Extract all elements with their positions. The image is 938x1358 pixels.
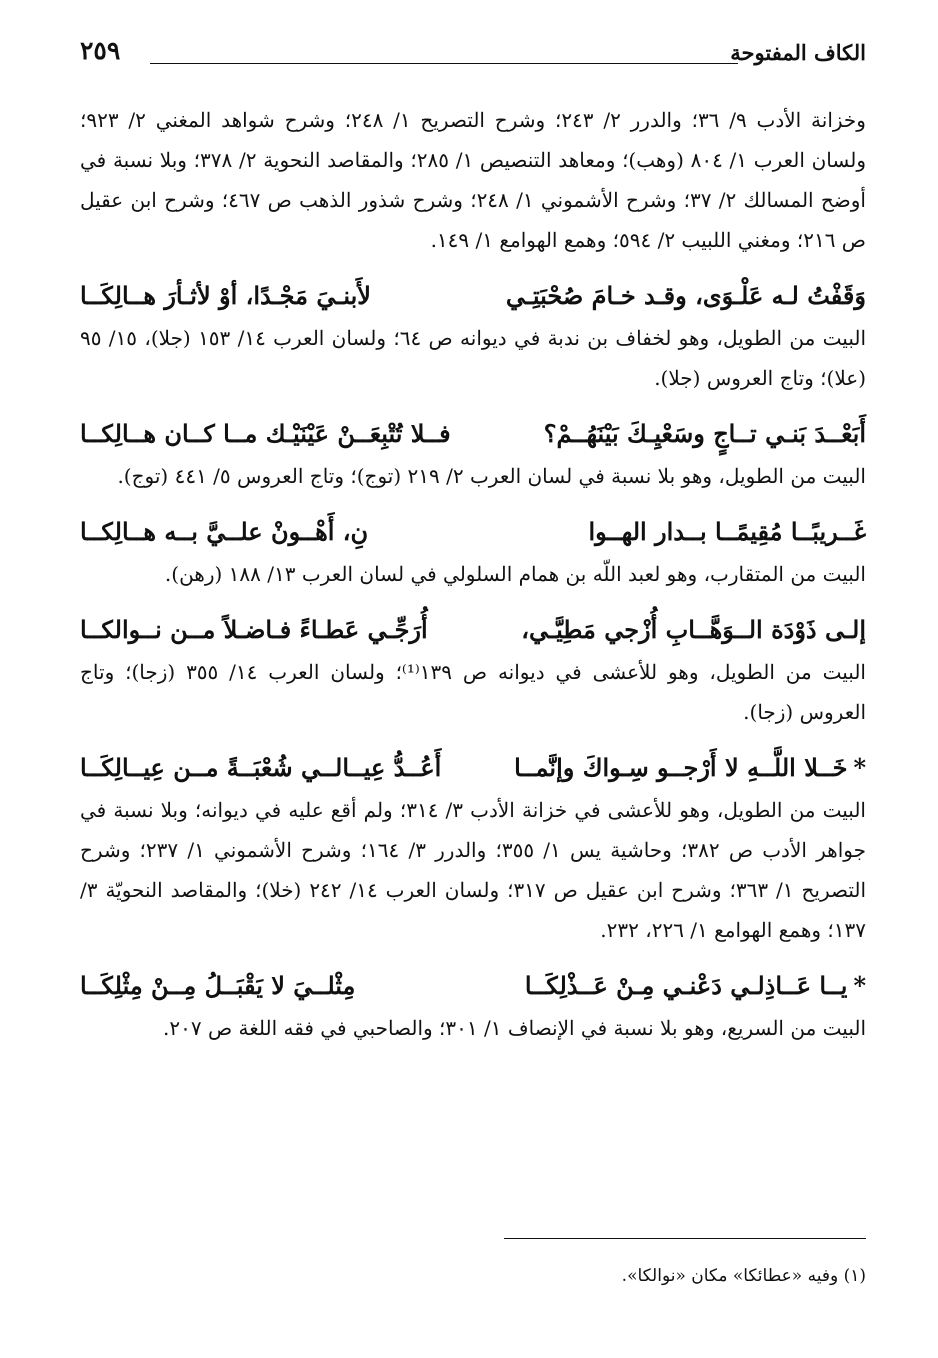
- verse-hemistich-first: وَقَفْتُ لـه عَلْـوَى، وقـد خـامَ صُحْبَتِـي: [505, 281, 866, 310]
- header-rule: [150, 63, 738, 64]
- verse-3: [80, 510, 866, 554]
- asterisk-marker: *: [853, 971, 866, 1000]
- verse-note-3: البيت من المتقارب، وهو لعبد اللّه بن همام السلولي في لسان العرب ١٣/ ١٨٨ (رهن).: [164, 562, 866, 586]
- verse-hemistich-first: [514, 746, 866, 790]
- page-number: ٢٥٩: [80, 36, 121, 65]
- verse-hemistich-first: [525, 964, 866, 1008]
- verse-hemistich-first: غَــريبًــا مُقِيمًــا بــدار الهــوا: [588, 517, 866, 546]
- verse-4: [80, 608, 866, 652]
- verse-note-6: البيت من السريع، وهو بلا نسبة في الإنصاف ١/ ٣٠١؛ والصاحبي في فقه اللغة ص ٢٠٧.: [163, 1016, 866, 1040]
- verse-hemistich-second: نِ، أَهْــونْ علــيَّ بــه هــالِكــا: [80, 517, 369, 546]
- verse-1: [80, 274, 866, 318]
- verse-hemistich-second: أَعُــدُّ عِيــالــي شُعْبَــةً مــن عِيــالِكَــا: [80, 753, 442, 782]
- verse-note-5: البيت من الطويل، وهو للأعشى في خزانة الأدب ٣/ ٣١٤؛ ولم أقع عليه في ديوانه؛ وبلا نسبة في جواهر الأدب ص ٣٨٢؛ وحاشية يس ١/ ٣٥٥؛ والدرر ٣/ ١٦٤؛ وشرح الأشموني ١/ ٢٣٧؛ وشرح التصريح ١/ ٣٦٣؛ وشرح ابن عقيل ص ٣١٧؛ ولسان العرب ١٤/ ٢٤٢ (خلا)؛ والمقاصد النحويّة ٣/ ١٣٧؛ وهمع الهوامع ١/ ٢٢٦، ٢٣٢.: [80, 798, 867, 942]
- page-body: [80, 100, 866, 1048]
- verse-2: [80, 412, 866, 456]
- verse-hemistich-second: مِثْلــيَ لا يَقْبَــلُ مِــنْ مِثْلِكَــا: [80, 971, 356, 1000]
- verse-hemistich-second: لأَبنـيَ مَجْـدًا، أوْ لأثـأرَ هــالِكَــا: [80, 281, 371, 310]
- verse-hemistich-second: فــلا تُتْبِعَــنْ عَيْنَيْـك مــا كــان هــالِكــا: [80, 419, 451, 448]
- asterisk-marker: *: [853, 753, 866, 782]
- footnote-separator: [504, 1238, 866, 1239]
- verse-hemistich-text: يــا عَــاذِلـي دَعْنـي مِـنْ عَــذْلِكَــا: [524, 971, 848, 1000]
- chapter-title: الكاف المفتوحة: [730, 40, 866, 65]
- footnote: (١) وفيه «عطائكا» مكان «نوالكا».: [621, 1266, 866, 1286]
- verse-hemistich-first: أَبَعْــدَ بَنـي تــاجٍ وسَعْيِـكَ بَيْنَهُــمْ؟: [543, 419, 866, 448]
- verse-hemistich-second: أُرَجِّـي عَطـاءً فـاضـلاً مــن نــوالكــا: [80, 615, 428, 644]
- verse-5: [80, 746, 866, 790]
- verse-hemistich-text: خَــلا اللَّــهِ لا أَرْجــو سِـواكَ وإنَّمــا: [514, 753, 848, 782]
- verse-6: [80, 964, 866, 1008]
- verse-note-2: البيت من الطويل، وهو بلا نسبة في لسان العرب ٢/ ٢١٩ (توج)؛ وتاج العروس ٥/ ٤٤١ (توج).: [117, 464, 866, 488]
- verse-hemistich-first: إلـى ذَوْدَة الــوَهَّــابِ أُزْجي مَطِيَّـي،: [521, 615, 866, 644]
- page-header: [80, 36, 866, 80]
- verse-note-1: البيت من الطويل، وهو لخفاف بن ندبة في ديوانه ص ٦٤؛ ولسان العرب ١٤/ ١٥٣ (جلا)، ١٥/ ٩٥ (علا)؛ وتاج العروس (جلا).: [80, 326, 867, 390]
- intro-paragraph: وخزانة الأدب ٩/ ٣٦؛ والدرر ٢/ ٢٤٣؛ وشرح التصريح ١/ ٢٤٨؛ وشرح شواهد المغني ٢/ ٩٢٣؛ ولسان العرب ١/ ٨٠٤ (وهب)؛ ومعاهد التنصيص ١/ ٢٨٥؛ والمقاصد النحوية ٢/ ٣٧٨؛ وبلا نسبة في أوضح المسالك ٢/ ٣٧؛ وشرح الأشموني ١/ ٢٤٨؛ وشرح شذور الذهب ص ٤٦٧؛ وشرح ابن عقيل ص ٢١٦؛ ومغني اللبيب ٢/ ٥٩٤؛ وهمع الهوامع ١/ ١٤٩.: [80, 108, 866, 252]
- verse-note-4: البيت من الطويل، وهو للأعشى في ديوانه ص ١٣٩⁽¹⁾؛ ولسان العرب ١٤/ ٣٥٥ (زجا)؛ وتاج العروس (زجا).: [80, 660, 866, 724]
